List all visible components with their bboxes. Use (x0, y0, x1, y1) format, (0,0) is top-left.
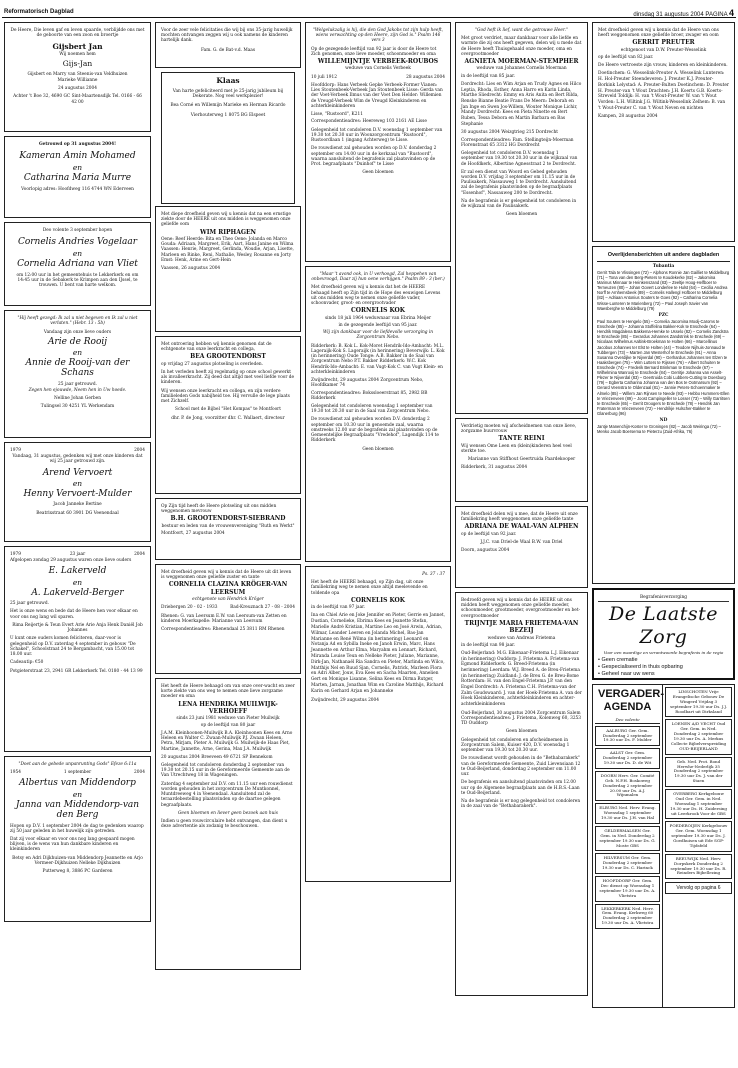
ad-text: Voor een waardige en verantwoorde begrafenis in de regio (603, 649, 724, 655)
ad-family: J.A.M. Kleinhoonen-Muilwijk B.A. Kleinhoonen Kees en Arno Heleen en Walter C. Zwaan-Muilwijk P.J. Zwaan Heleen, Petra, Mirjam, Pieter A. Muilwijk G. Muilwijk-de Haas Piet, Martine, Jannette, Arne, Gerina, Max J.A. Muilwijk (161, 730, 293, 752)
bullet-text: Gespecialiseerd in thuis opbaring (601, 664, 683, 671)
bullet-icon: • (598, 670, 600, 677)
ad-text: Na de begrafenis is er nog gelegenheid tot condoleren in de zaal van de "Bethabarakerk". (461, 799, 581, 810)
ad-text: Voor de zeer vele felicitaties die wij bij ons 35-jarig huwelijk mochten ontvangen zeggen wij u ook namens de kinderen hartelijk dank. (161, 28, 293, 44)
ad-text: Met droefheid geven wij u kennis dat de Heere van ons heeft weggenomen onze geliefde broer, zwager en oom (598, 28, 719, 39)
ad-name: CORNELIS KOK (351, 307, 405, 315)
ad-date: Zwijndrecht, 29 augustus 2004 (311, 697, 380, 703)
ad-date: Vaassen, 26 augustus 2004 (161, 266, 221, 272)
ad-text: en (72, 162, 83, 172)
ad-name: AGNIETA MOERMAN-STEMPHER (464, 58, 579, 66)
ad-text: op de leeftijd van 92 jaar. (461, 531, 517, 537)
ad-text: Wij noemen hem (59, 52, 96, 58)
ad-name: Gijs-Jan (62, 58, 93, 68)
ad-date: Kampen, 28 augustus 2004 (598, 114, 658, 120)
sidebar-title: Overlijdensberichten uit andere dagbladen (597, 250, 730, 262)
ad-text: Wij zijn dankbaar voor de liefdevolle verzorging in Zorgcentrum Nebo. (322, 330, 434, 341)
agenda-item: LINSCHOTEN Vrije Evangelische Gebouw De Wingerd Vrijdag 3 september 19.30 uur Ds. J.J. Roodbart uit Dirksland (665, 687, 732, 717)
meeting-agenda (592, 684, 735, 1008)
ad-name: Klaas (216, 76, 240, 85)
ad-name: TRIJNTJE MARIA FRIETEMA-VAN BEZEIJ (464, 619, 579, 635)
ad-address: Potgieterstraat 23, 2941 GR Lekkerkerk Tel. 0180 - 44 13 99 (10, 668, 143, 674)
condolence-announcement (155, 498, 301, 560)
ad-text: Cadeautip: €50 (10, 660, 44, 666)
brand-logo: De Laatste Zorg (608, 603, 719, 649)
ad-year: 2004 (134, 770, 145, 776)
agenda-item: LEKKERKERK Ned. Herv. Gem. Evang. Kerkweg 60 Donderdag 2 september 19.30 uur Ds. A. Vlietstra (595, 904, 660, 930)
ad-signature: J.J.C. van Driel-de Waal B.W. van Driel (480, 540, 563, 546)
ad-year: 1979 (10, 448, 21, 453)
ad-text: weduwe van Andreas Frietema (487, 635, 556, 641)
ad-text: en (72, 348, 83, 358)
death-announcement (155, 564, 301, 674)
ad-address: Correspondentieadres: Heereweg 103 2161 AE Lisse (311, 119, 427, 125)
death-announcement (155, 678, 301, 970)
death-announcement (305, 266, 451, 562)
ad-family: Ridderkerk: B. Kok L. Kok-Moret Hendrik-Ido-Ambacht: M.L. Lageraijk-Kok S. Lageraijk (in herinnering) Beverwijk: L. Kok (in herinnering) Oude Tonge: A.B. Bakker in de Saal van Zorgcentrum Nebo P.T. Bakker Ridderkerk: W.C. Kok Hendrik-Ido-Ambacht: E. van Vugt-Kok C. van Vugt Klein- en achterkleinkinderen (311, 343, 445, 375)
birth-announcement (4, 22, 151, 132)
condolence-announcement (155, 336, 301, 494)
column-2 (155, 22, 301, 974)
ad-date: Ridderkerk, 31 augustus 2004 (461, 465, 528, 471)
ad-text: Met groot verdriet, maar dankbaar voor alle liefde en warmte die zij ons heeft gegeven, delen wij u mede dat de Heere heeft Thuisgehaald onze moeder, oma en overgrootmoeder (461, 36, 582, 57)
ad-text: Geen bloemen (362, 446, 394, 452)
ad-text: Afgelopen zondag 29 augustus waren onze lieve ouders (10, 558, 132, 564)
agenda-right (663, 685, 734, 1007)
ad-text: Nelline Johan Gerben (54, 396, 101, 402)
ad-text: op de leeftijd van 80 jaar (200, 722, 256, 728)
masthead (2, 8, 736, 18)
agenda-item: OVERBERG Kerkgebouw Oud Ger. Gem. in Ned. Woensdag 1 september 19.30 uur Ds. H. Zuidersing uit Leerkrook Voor de GBS (665, 789, 732, 819)
ad-text: in de leeftijd van 97 jaar. (311, 605, 366, 611)
continued-on-page: Vervolg op pagina 6 (665, 882, 732, 894)
agenda-item: DOORN Herv. Ger. Comité Geb. N.P.H. Boskoweg Donderdag 2 september 20.00 uur Ds. A.J. Wijnmalen (595, 771, 660, 801)
ad-signature: School met de Bijbel "Het Kompas" te Montfoort (175, 407, 281, 413)
ad-signature: Fam. G. de Bat-v.d. Maas (200, 47, 256, 53)
ad-address: Oud-Beijerland, 30 augustus 2004 Zorgcentrum Salem Correspondentieadres: J. Frietema, Kolenweg 60, 3253 TD Ouddorp (461, 710, 582, 727)
wedding-announcement (4, 222, 151, 306)
ad-text: Met diepe droefheid geven wij u kennis dat na een ernstige ziekte door de HEERE uit ons midden is weggenomen onze geliefde oom (161, 212, 291, 228)
ad-text: 25 jaar getrouwd. (58, 381, 97, 387)
ad-address: Vierhouterweg 1 8075 BG Elspeet (190, 112, 266, 118)
ad-name: Cornelis Andries Vogelaar (17, 237, 138, 248)
ad-text: echtgenoot van D.W. Preuter-Wesselink (620, 47, 707, 53)
sidebar-text: Paul Souters te Hengelo (55) – Cornelia Jacomina Moolj-Caroms te Enschede (85) – Johanna Stoffelina Bakker-Kok te Enschede (64) – Hendrik Magdalena Bakkema-Hemke te Usselo (82) – Cornelis Zandstra te Enschede (85) – Gerardus Johannes Zandstrink te Enschede (69) – Nicolaas Wilhelmus Aaltink-Broekman te Holten (66) – Marcellinus Jacobus Johannes ter Elst te Holten (44) – Teodore Nijhuis-Jonnaud te Tubbergen (73) – Marten Jan Westerhof te Enschede (91) – Anna Susanna Overdijke te Nijverdal (90) – Gerhardus Johannes ten Elzen te Haaksbergen (75) – Wim Lutters te Rijssen (76) – Albert Schuiten te Enschede (74) – Frederik Bernard Brinkman te Enschede (67) – Wilhelmina Wanrooij te Enschede (84) – Gerritje Johanna van Asselt-Plezer te Nijverdal (83) – Geertruida Cobi Lubbers-Cutting te Doesburg (79) – Egberta Catharina Johanna van den Bos te Ootmarsum (92) – Gerard Veenstra te Oldenzaal (81) – Jannie Peters-Schoenmaker te Almelo (85) – Willem Jan Rijnsen te Neede (93) – Hebbo Hummers-Ellen te Vriezenveen (89) – Joost Campingeller te Losser (73) – Willy Garritsen te Enschede (65) – Gerrit Droogers te Enschede (78) – Hendrik Jan Fraterman te Vriezenveen (72) – Hendrikje Hulscher-Bakker te Glanerburg (96) (597, 319, 730, 417)
sidebar-subtitle: Tubantia (652, 263, 675, 269)
ad-signature: dhr. P. de Jong, voorzitter dhr. C. Wallaert, directeur (171, 415, 285, 421)
ad-text: Na de begrafenis is er gelegenheid tot condoleren in de wijkzaal van de Paulisakerk. (461, 198, 577, 210)
anniversary-announcement (4, 756, 151, 922)
ad-text: op vrijdag 27 augustus plotseling is overleden. (161, 361, 263, 367)
ad-text: De rouwdienst zal gehouden worden D.V. donderdag 2 september om 10.30 uur in genoemde zaal, waarna omstreeks 12.00 uur de begrafenis zal plaatsvinden op de Gemeentelijke Begraafplaats "Vredehof", Lagendijk 114 te Ridderkerk (311, 417, 439, 444)
ad-dates (311, 75, 445, 80)
ad-text: Gijsbert en Marry van Steenis-van Veldhuizen (27, 71, 128, 77)
ad-text: Zegen hen ejouwde, Neem hen in Uw hoede. (28, 387, 127, 393)
ad-text: in de gezegende leeftijd van 95 jaar. (338, 322, 418, 328)
ad-text: Met droefheid delen wij u mee, dat de Heere uit onze familiekring heeft weggenomen onze geliefde tante (461, 512, 578, 523)
ad-text: Op de gezegende leeftijd van 92 jaar is door de Heere tot Zich genomen, onze lieve moeder, schoonmoeder en oma (311, 46, 437, 57)
ad-text: Deo volente 3 september hopen (42, 228, 113, 233)
ad-text: Betsy en Adri Dijkhuizen-van Middendorp Jeannette en Arjo Vermeer-Dijkhuizen Nelleke Dijkhuizen (12, 855, 143, 866)
ad-text: in de leeftijd van 98 jaar. (461, 642, 516, 648)
ad-text: Met ontroering hebben wij kennis genomen dat de echtgenote van onze leerkracht en collega, (161, 342, 272, 353)
ad-name: LENA HENDRIKA MUILWIJK-VERHOEFF (178, 700, 278, 716)
ad-text: Wij wensen Ome Leen en (klein)kinderen heel veel sterkte toe. (461, 443, 572, 455)
ad-text: en (72, 479, 83, 489)
bullet-text: Geheel naar uw wens (601, 670, 655, 677)
ad-text: Begrafenisverzorging (598, 595, 729, 602)
bullet-icon: • (598, 664, 600, 671)
ad-dates (161, 605, 295, 610)
ad-text: Zaterdag 4 september zal D.V. om 11.15 uur een rouwdienst worden gehouden in het zorgcentrum De Muntkonnel, Muntdreeweg 4 in Veenendaal. Aansluitend zal de teraardebestelling plaatsvinden op de daartoe gelegen begraafplaats. (161, 781, 293, 808)
ad-text: Het heeft de Heere behaagd om van onze over-wacht en zeer korte ziekte van ons weg te nemen onze lieve zorgzame moeder en oma (161, 684, 295, 700)
ad-family: Dordrecht: Lies en Wim Arjan en Trudy Agnes en Hilco Leptia, Rhoda, Esther, Anna Harro en Karin Linda, Marthe Sliedrecht: Emmy en Aris Anita en Bert Rilda, Renske Bianne Beatie Frans De Meern: Deborah en Jan Inge en Swen Jos-Willem, Wouter Monique Lichir, Mandy Dordrecht: Kees en Pieta Ninette en Bert Ruben, Tessa Debora en Martin Barbara en Bas Stephanie (461, 81, 582, 127)
sidebar-text: Jantje Manenchijn-Koster te Groningen (82) – Jacob Weiringa (72) – Menko Jacob Boersema te Pieterzu (Zuid-Afrika, 76) (597, 424, 721, 435)
ad-date: Driebergen 20 - 02 - 1933 (161, 605, 218, 611)
ad-name: Catharina Maria Murre (23, 172, 132, 183)
column-1 (4, 22, 151, 926)
ad-name: Albertus van Middendorp (19, 778, 136, 789)
ad-text: sinds 18 juli 1964 weduwnaar van Ebrina Meijer (324, 315, 432, 321)
ad-years (10, 448, 145, 453)
sidebar-text: Gerrit Tala te Vlissingen (72) – Alphons Ronnie Jan Gailliet te Middelburg (71) – Tona van den Berg-Pieters te Koudekerke (82) – Jakomina Marinus Minnaar te Heinkenszand (83) – Zeeltje Hoog-Helfboer te Terneuzen (80) – Johan Govert Londerlee te Hulst (64) – Cecilia Andrea Norff te Arnhemsbeek (89) – Cornelis Hallengl Hofboer te Middelburg (82) – Adriaan Antonius Souters te Goes (92) – Catharina Cornelia Wisse-Lunteren te Marienberg (72) – Paul Joseph Xavier van Waesberghe te Middelburg (79) (597, 269, 730, 311)
ad-text: In het verleden heeft zij regelmatig op onze school gewerkt als invalleerkracht. Zij deed dat altijd met veel liefde voor de kinderen. (161, 370, 295, 386)
ad-text: Rima Reijertje & Teun Evert Arie Arie Anja Henk Daniël Job Johannes (12, 622, 143, 634)
death-announcement (455, 592, 588, 996)
death-announcement (155, 206, 301, 332)
ad-text: Geen bloemen (362, 170, 394, 176)
agenda-item: HILVERSUM Ger. Gem. Donderdag 2 september 19.30 uur Ds. C. Harinck (595, 853, 660, 874)
agenda-item: POEDEROIJEN Kerkgebouw Ger. Gem. Woensdag 1 september 19.30 uur Ds. J. Goedhuisen uit Ede SGP-Tijdsfeld (665, 821, 732, 851)
page-label: PAGINA (705, 12, 728, 18)
ad-text: Het is onze wens en bede dat de Heere hen voor elkaar en voor ons nog lang wil sparen. (10, 609, 138, 620)
ad-family: Doetinchem: G. Wesselink-Preuter A. Wesselink Lunteren: H. Hol-Preuter Steendeveren: J. Preuter K.J. Preuter-Borkink Lelystad: A. Preuter-Bulten Doetinchem: D. Preuter H. Preuter-van 't Wout Drachten: J.H. Koerts G.B. Koerts-Streveld Toldijk: H. van 't Wout-Preuter W. van 't Wout Vorden: L.H. Wiltink J.G. Wiltink-Wesselink Zelhem: B. van 't Wout-Preuter C. van 't Wout Neven en nichten (598, 71, 729, 111)
ad-signature: Marianne van Stiffhout Geertruida Paardekooper (467, 457, 576, 463)
ad-text: echtgenote van Hendrick Kröger (192, 597, 264, 603)
ad-text: De Heere, Die leven gaf en leven spaarde, verblijdde ons met de geboorte van een zoon en broertje (10, 28, 145, 39)
ad-text: Gelegenheid tot condoleren D.V. woensdag 1 september van 19.30 tot 20.30 uur in Woonzorgcentrum "Rustoord", Rustoordlaan 1 (ingang Achterweg) te Lisse. (311, 127, 443, 144)
ad-text: Met droefheid geven wij u kennis dat het de HEERE behaagd heeft op Zijn tijd in de Hope des eeuwigen Levens uit ons midden weg te nemen onze geliefde vader, schoonvader, groot- en overgrootvader (311, 285, 441, 307)
ad-date: Montfoort, 27 augustus 2004 (161, 531, 225, 537)
ad-text: Gelegenheid tot condoleren en afscheidnemen in Zorgcentrum Salem, Kuiser 420, D.V. woensdag 1 september van 19.30 tot 20.30 uur. (461, 737, 570, 754)
ad-text: en (72, 248, 83, 258)
ad-text: Hopen op D.V. 1 september 2004 de dag te gedenken waarop zij 50 jaar geleden in het huwelijk zijn getreden. (10, 823, 144, 834)
ad-text: Verdrietig moeten wij afscheidnemen van onze lieve, zorgzame buurvrouw (461, 424, 577, 435)
ad-text: Bedroefd geven wij u kennis dat de HEERE uit ons midden heeft weggenomen onze geliefde moeder, schoonmoeder, grootmoeder, overgrootmoeder en bet-overgrootmoeder (461, 598, 581, 619)
death-notices-sidebar (592, 246, 735, 584)
ad-address: 20 augustus 2004 Breeveen 49 6721 SP Bennekom (161, 754, 273, 760)
bullet-list (598, 657, 729, 677)
ad-quote: Ps. 37 : 37 (422, 572, 445, 577)
ad-address: Achter 't Boe 32, 4690 GC Sint-Maartensdijk Tel. 0166 - 66 42 00 (13, 94, 142, 105)
ad-quote: "Hij heeft gezegd: Ik zal u niet begeven en Ik zal u niet verlaten." (Hebr. 13 : 5b) (17, 316, 138, 327)
agenda-item: LOENEN A/D VECHT Oud Ger. Gem. in Ned. Donderdag 2 september 19.30 uur Ds. A. Merkus Collecte Bijbelverspreiding OUD-BEIJERLAND (665, 719, 732, 754)
ad-text: Gelegenheid tot condoleren donderdag 2 september van 19.30 tot 20.15 uur in de Gereformeerde Gemeente aan de Van Utrechtweg 18 in Wageningen. (161, 762, 290, 779)
ad-year: 1954 (10, 770, 21, 776)
ad-address: Putterweg 8, 3886 PC Garderen (42, 869, 113, 875)
bullet-text: Geen crematie (601, 657, 638, 664)
death-announcement (305, 566, 451, 882)
ad-address: Lisse, "Rustoord", K211 (311, 112, 363, 118)
ad-text: 1 september (63, 770, 92, 776)
ad-text: Gelegenheid tot condoleren D.V. woensdag 1 september van 19.30 tot 20.30 uur in de wijkzaal van de Hoofdkerk, Albertine Agnesstraat 2 te Dordrecht. (461, 151, 578, 167)
ad-year: 2004 (134, 552, 145, 557)
ad-name: Janna van Middendorp-van den Berg (15, 799, 140, 821)
anniversary-announcement (4, 442, 151, 542)
ad-quote: "God heft ik lief, want die getrouwe Heer." (475, 28, 568, 33)
ad-year: 2004 (134, 448, 145, 453)
ad-text: bestuur en leden van de vrouwenvereniging "Ruth en Werkt" (161, 523, 295, 529)
ad-text: Er zal een dienst van Woord en Gebed gehouden worden D.V. vrijdag 3 september om 11.15 uur in de Paulisakerk, Nassauweg 1 te Dordrecht. Aansluitend zal de begrafenis plaatsvinden op de begraafplaats "Essenhof", Nassauweg 200 te Dordrecht. (461, 169, 577, 196)
page-info (633, 8, 734, 19)
ad-text: in de leeftijd van 85 jaar. (461, 73, 516, 79)
ad-text: De begrafenis en aansluitend plaatsvinden om 12.00 uur op de Algemene begraafplaats aan de H.B.S.-Laan te Oud-Beijerland. (461, 780, 580, 796)
ad-text: Indien u geen rouwcirculaire hebt ontvangen, dan dient u deze advertentie als zodanig te beschouwen. (161, 819, 288, 830)
ad-name: Gijsbert Jan (52, 42, 103, 52)
ad-years (10, 770, 145, 775)
ad-text: Getrouwd op 31 augustus 2004! (38, 142, 116, 147)
ad-name: E. Lakerveld (48, 566, 107, 577)
bullet-icon: • (598, 657, 600, 664)
ad-address: Correspondentieadres: Fam. Stellingteijn-Moerman Florenstraat 65 3312 HG Dordrecht (461, 137, 574, 148)
ad-family: Hoofddorp: Hans Verbeek Gepke Verbeek-Former Vianen: Lies Stoutenbeek-Verbeek Jan Stoutenbeek Lisse: Gerda van der Voet-Verbeek Ilmus van der Voet Den Helder: Willemien de Vreugd-Verbeek Wim de Vreugd Kleinkinderen en achterkleinkinderen (311, 82, 443, 109)
agenda-item: AALST Ger. Gem. Donderdag 2 september 19.30 uur Ds. D. de Wit (595, 748, 660, 769)
ad-name: Arie de Rooij (47, 336, 108, 347)
ad-year: 1979 (10, 552, 21, 557)
ad-text: Vandaag, 31 augustus, gedenken wij met onze kinderen dat wij 25 jaar getrouwd zijn. (12, 454, 143, 465)
ad-text: De Heere vertroeste zijn vrouw, kinderen en kleinkinderen. (598, 63, 728, 69)
ad-address: Beatrixstraat 60 3901 DG Veenendaal (36, 510, 119, 516)
ad-text: weduwe van Cornelis Verbeek (345, 66, 411, 72)
ad-address: Tulingsel 30 4251 YL Werkendam (40, 404, 115, 410)
agenda-subtitle: Deo volente (595, 718, 660, 724)
column-5 (592, 22, 735, 1008)
ad-text (598, 679, 729, 680)
agenda-item: ELBURG Ned. Herv. Evang. Woensdag 1 september 19.30 uur Ds. J.H. van Hal (595, 803, 660, 824)
ad-text: Geen bloemen (505, 729, 538, 735)
funeral-service-ad (592, 588, 735, 680)
ad-name: TANTE REINI (498, 435, 545, 443)
ad-quote: "Maar 't avond ook, in U verhoogd, Zal heppehen van onbevroogd, Daar zij hun oene verhijgen." Psalm 89 : 3 (ber.) (311, 272, 445, 283)
ad-quote: "Doet aan de gebede unpanrunting Gods" Efeze 6:11a (18, 762, 137, 767)
ad-name: CORNELIA CLAZINA KRÖGER-VAN LEERSUM (168, 581, 288, 596)
ad-date: Doorn, augustus 2004 (461, 548, 510, 554)
wedding-announcement (4, 136, 151, 218)
ad-date: Bad-Kreuznach 27 - 08 - 2004 (230, 605, 295, 611)
death-announcement (455, 22, 588, 414)
ad-text: 25 jaar getrouwd. (10, 601, 49, 607)
agenda-item: Geb. Ned. Prot. Bond Herwhe-Nederlijk 35 Donderdag 2 september 19.30 uur Ds. J. van der Staen (665, 757, 732, 787)
ad-text: Geen bloemen (505, 212, 538, 218)
ad-text: U kunt onze ouders komen feliciteren, daar-voor is gelegenheid op D.V. zaterdag 4 september in gebouw "De Schakel", Schoolstraat 24 te Bergambacht, van 15.00 tot 18.00 uur. (10, 636, 136, 658)
agenda-item: AALBURG Ger. Gem. Donderdag 2 september 19.30 uur Ds. F. Mulder (595, 726, 660, 747)
ad-family: Rhenen: G. van Leersum E.W. van Leersum-van Zetten en kinderen Moerkapelle: Marianne van Leersum (161, 613, 287, 624)
ad-name: Henny Vervoert-Mulder (23, 489, 132, 500)
thanks-announcement (155, 22, 301, 68)
ad-text: sinds 23 juni 1981 weduwe van Pieter Muilwijk (176, 716, 280, 722)
death-announcement (592, 22, 735, 242)
agenda-item: GELDERMALSEN Ger. Gem. in Ned. Donderdag 2 september 19.30 uur Ds. G. Moste GBS (595, 826, 660, 852)
ad-text: Met droefheid geven wij u kennis dat de Heere uit dit leven is weggenomen onze geliefde zuster en tante (161, 570, 292, 581)
ad-text: Dat zij voor elkaar en voor ons nog lang gespaard mogen blijven, is de wens van hun dankbare kinderen en kleinkinderen (10, 836, 135, 853)
ad-text: Vandaag zijn onze lieve ouders (43, 330, 112, 336)
ad-text: op de leeftijd van 82 jaar. (598, 55, 654, 61)
ad-name: Arend Vervoert (42, 467, 113, 478)
ad-date: 28 augustus 2004 (406, 74, 445, 80)
ad-text: Gelegenheid tot condoleren woensdag 1 september van 19.30 tot 20.30 uur in de Saal van Zorgcentrum Nebo. (311, 404, 433, 415)
ad-name: GERRIT PREUTER (632, 39, 695, 47)
column-3 (305, 22, 451, 886)
anniversary-announcement (4, 310, 151, 438)
ad-quote: "Welgelukzalig is hij, die den God Jakobs tot zijn hulp heeft, wiens verwachting op den Heere, zijn God is." Psalm 146 vers 3 (312, 28, 444, 44)
agenda-item: REEUWIJK Ned. Herv. Dorpskerk Donderdag 2 september 19.30 uur Ds. R. Reinders Bijbellezing (665, 854, 732, 880)
ad-text: Op Zijn tijd heeft de Heere plotseling uit ons midden weggenomen mevrouw (161, 504, 277, 515)
condolence-announcement (455, 418, 588, 502)
ad-text: en (72, 789, 83, 799)
ad-name: B.H. GROOTENDORST-SIEBRAND (170, 515, 286, 523)
ad-years (10, 552, 145, 557)
ad-name: WILLEMIJNTJE VERBEEK-ROUBOS (317, 58, 439, 66)
ad-name: BEA GROOTENDORST (190, 353, 266, 361)
jubilee-announcement (161, 72, 295, 204)
ad-name: WIM RIPHAGEN (199, 228, 257, 236)
paper-name: Reformatorisch Dagblad (4, 9, 74, 15)
ad-address: Voorlopig adres: Hoofdweg 116 4744 WN Ederveen (21, 186, 134, 192)
ad-text: Geen bloemen en liever geen bezoek aan huis (177, 810, 278, 816)
ad-text: om 12:00 uur in het gemeentehuis te Lekkerkerk en om 14:45 uur in de Sebakerk te Krimpen aan den IJssel, te trouwen. U bent van harte welkom. (16, 272, 139, 289)
ad-name: Annie de Rooij-van der Schans (25, 358, 130, 379)
death-announcement (455, 506, 588, 588)
ad-text: Het heeft de HEERE behaagd, op Zijn dag, uit onze familiekring weg te nemen onze altijd meelevende en toldende opa (311, 580, 428, 596)
ad-text: en (72, 577, 83, 587)
ad-name: CORNELIS KOK (351, 596, 405, 604)
ad-name: A. Lakerveld-Berger (31, 587, 124, 598)
ad-family: Oene: Reef Heerde: Bita en Theo Oene: Jolanda en Marco Gouda: Adriaan, Margreet, Erik, Aart, Hans Janine en Wilma Vaassen: Henrie, Margreet, Gerlinda, Woudie, Arjan, Lisette, Marleen en Rinke, Reni, Nathalie, Wesley, Rosanne en Jorty Emst: Henk, Arine en Gert-Hein (161, 237, 294, 263)
page-number: 4 (728, 8, 734, 18)
anniversary-announcement (4, 546, 151, 752)
page-date: dinsdag 31 augustus 2004 (633, 12, 704, 18)
ad-text: Wij wensen onze leerkracht en collega, en zijn verdere familieleden Gods nabijheid toe. Hij vervulle de lege plaats met Zichzelf. (161, 388, 290, 405)
ad-text: Van harte gefeliciteerd met je 25-jarig jubileum bij Dekerate. Nog veel werkplezier! (172, 89, 284, 100)
ad-family: Ina en Chiel Arie en Joke Jennifer en Pieter, Gerrie en Jannet, Dustian, Cornelieke, Ebrima Kees en Jeanette Stefan, Marielle André Kristian, Martine Leo en José Arwin, Adrian, Wilmar, Leander Leeren en Jolanda Michel, Bas-Jan Marianne en René Wilma (in herinnering) Leonard en Notanja Ad en Sybilla Ineke en Janoh Erwin, Marc, Hans Jeannette en Arthur Elma, Maryahm en Lennart, Richard, Miranda Louise Teun en Nelleke Pieter, Juliane, Marianne, Dirk-Jan, Nathanaël Ria Sandra en Pieter, Marlinda en Wilco, Matthijs Nel en Ruud Sjan, Cornelis, Patrick, Marleen Flora en Adri Alber, Jouw, Eva Kees en Sacha Maarten, Annelien Gert en Monique Lisanne, Selina Kees en Dirma Rutger, Marten, Jarnan, Jonathan Wim en Caroline Matthijs, Richard Karin en Gerhard Arjan en Johanneke (311, 613, 446, 694)
ad-signature: Bea Corné en Willemijn Marieke en Herman Ricardo (170, 103, 286, 109)
sidebar-subtitle: PZC (658, 312, 669, 318)
ad-date: Zwijndrecht, 29 augustus 2004 Zorgcentrum Nebo, Hoofdkamer 74 (311, 378, 424, 389)
ad-text: De rouwdienst zal gehouden worden op D.V. donderdag 2 september om 14.00 uur in de kerkzaal van "Rustoord", waarna aansluitend de begrafenis zal plaatsvinden op de Prot. begraafplaats "Duinhof" te Lisse (311, 146, 437, 167)
agenda-title: VERGADER-AGENDA (595, 685, 660, 718)
death-announcement (305, 22, 451, 262)
agenda-left (593, 685, 663, 1007)
sidebar-subtitle: ND (659, 418, 668, 424)
column-4 (455, 22, 588, 1000)
ad-text: Marieke Willianne (57, 77, 98, 83)
ad-date: 30 augustus 2004 Weizgtrieg 215 Dordrecht (461, 130, 558, 136)
ad-text: Jacob Janneke Bertine (53, 502, 102, 508)
ad-date: 10 juli 1912 (311, 74, 337, 80)
ad-date: 24 augustus 2004 (58, 86, 97, 92)
ad-text: De rouwdienst wordt gehouden in de "Bethabarakerk" van de Gereformeerde Gemeente, Zuid Lievensiaan 12 te Oud-Beijerland, donderdag 2 september om 11.00 uur. (461, 756, 581, 778)
ad-name: ADRIANA DE WAAL-VAN ALPHEN (464, 523, 579, 531)
agenda-item: HOOFDDORP Ger. Gem. Dec dienst op Woensdag 1 september 19.30 uur Ds. A. Vlietstra (595, 876, 660, 902)
ad-address: Correspondentieadres: Bokssloeerstraat 85, 2982 BB Ridderkerk (311, 390, 428, 401)
ad-name: Cornelia Adriana van Vliet (17, 258, 138, 269)
ad-text: 23 jaar (69, 552, 86, 557)
ad-text: weduwe van Johannes Cornelis Moerman (476, 66, 567, 72)
ad-address: Correspondentieadres: Rhenendaal 25 3811 RM Rhenen (161, 627, 285, 633)
ad-family: Oud-Beijerland: M.G. Eikenaar-Frietema L.J. Eikenaar (in herinnering) Ouddorp: J. Frietema A. Frietema-van Egmond Ridderkerk: G. Breed-Frietema (in herinnering) Leerdam: W.J. Breed A. de Breu-Frietema (in herinnering) Zuidland: J. de Breu G. de Breu-Bome Rotterdam: H. van den Engel-Frietema J.P. van den Engel Dordrecht: A. Frietema C.H. Frietema-van der Zalm Goudswaard: J. van der Hoek-Frietema A. van der Hoek Kleinkinderen, achterkleinkinderen en achter-achterkleinkinderen (461, 651, 582, 708)
ad-name: Kameran Amin Mohamed (19, 151, 136, 162)
